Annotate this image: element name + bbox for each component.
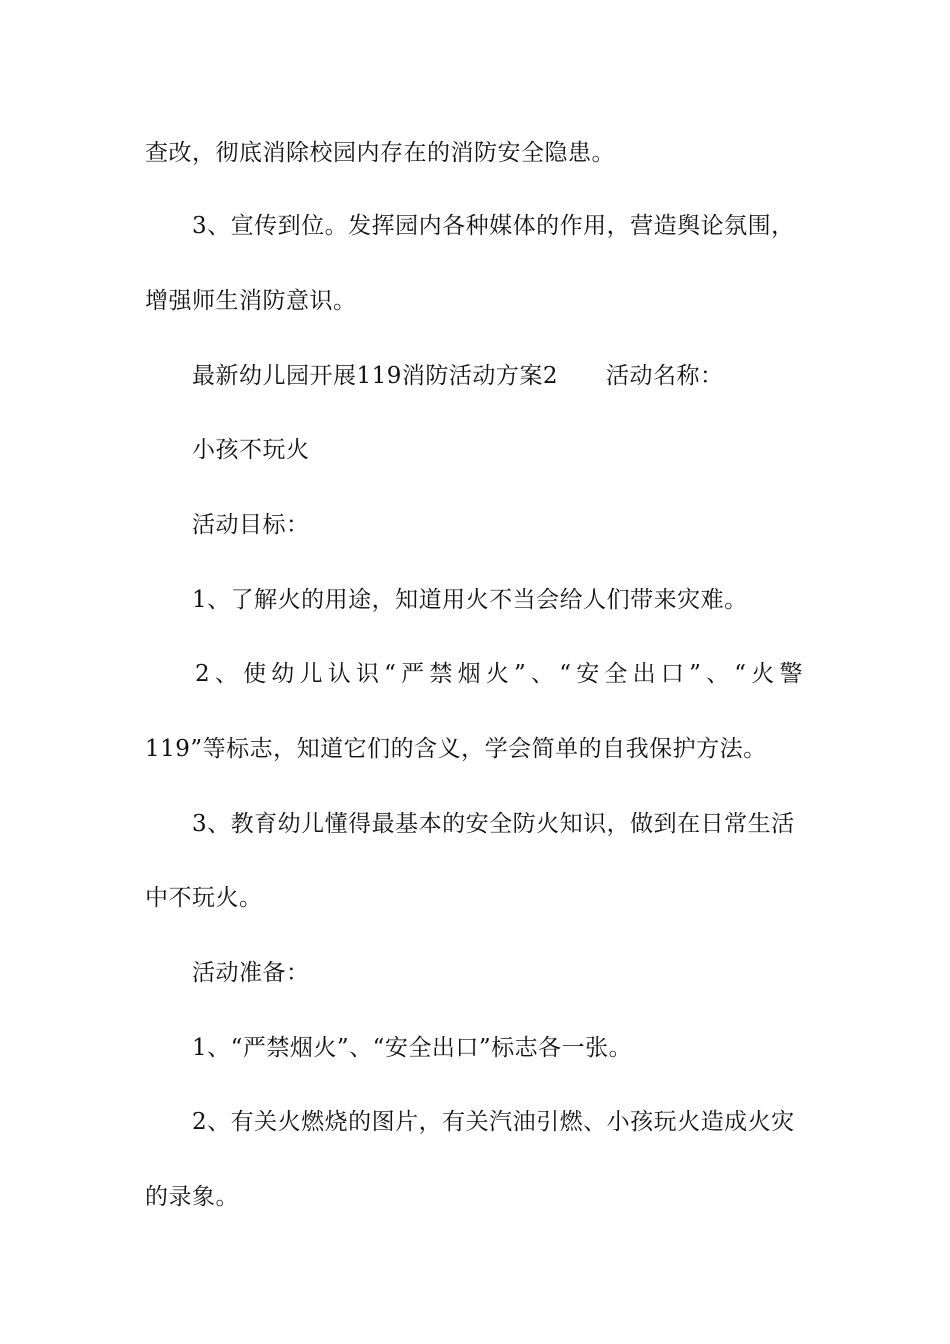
list-item: 1、“严禁烟火”、“安全出口”标志各一张。	[192, 1035, 633, 1061]
list-item: 3、教育幼儿懂得最基本的安全防火知识，做到在日常生活	[192, 811, 795, 837]
list-item: 2、有关火燃烧的图片，有关汽油引燃、小孩玩火造成火灾	[192, 1109, 795, 1135]
section-title: 最新幼儿园开展119消防活动方案2	[192, 363, 559, 389]
paragraph-line: 增强师生消防意识。	[145, 288, 357, 314]
activity-preparation-label: 活动准备：	[192, 960, 310, 986]
activity-name-label: 活动名称：	[606, 363, 724, 389]
paragraph-line: 119”等标志，知道它们的含义，学会简单的自我保护方法。	[145, 736, 767, 762]
section-heading-line	[192, 361, 810, 391]
activity-goals-label: 活动目标：	[192, 512, 310, 538]
list-item: 2、使幼儿认识“严禁烟火”、“安全出口”、“火警	[195, 661, 803, 687]
paragraph-line: 中不玩火。	[145, 885, 263, 911]
paragraph-line: 3、宣传到位。发挥园内各种媒体的作用，营造舆论氛围，	[192, 213, 795, 239]
paragraph-line: 查改，彻底消除校园内存在的消防安全隐患。	[145, 140, 615, 166]
activity-name-value: 小孩不玩火	[192, 437, 310, 463]
paragraph-line: 的录象。	[145, 1184, 239, 1210]
list-item: 1、了解火的用途，知道用火不当会给人们带来灾难。	[192, 587, 748, 613]
